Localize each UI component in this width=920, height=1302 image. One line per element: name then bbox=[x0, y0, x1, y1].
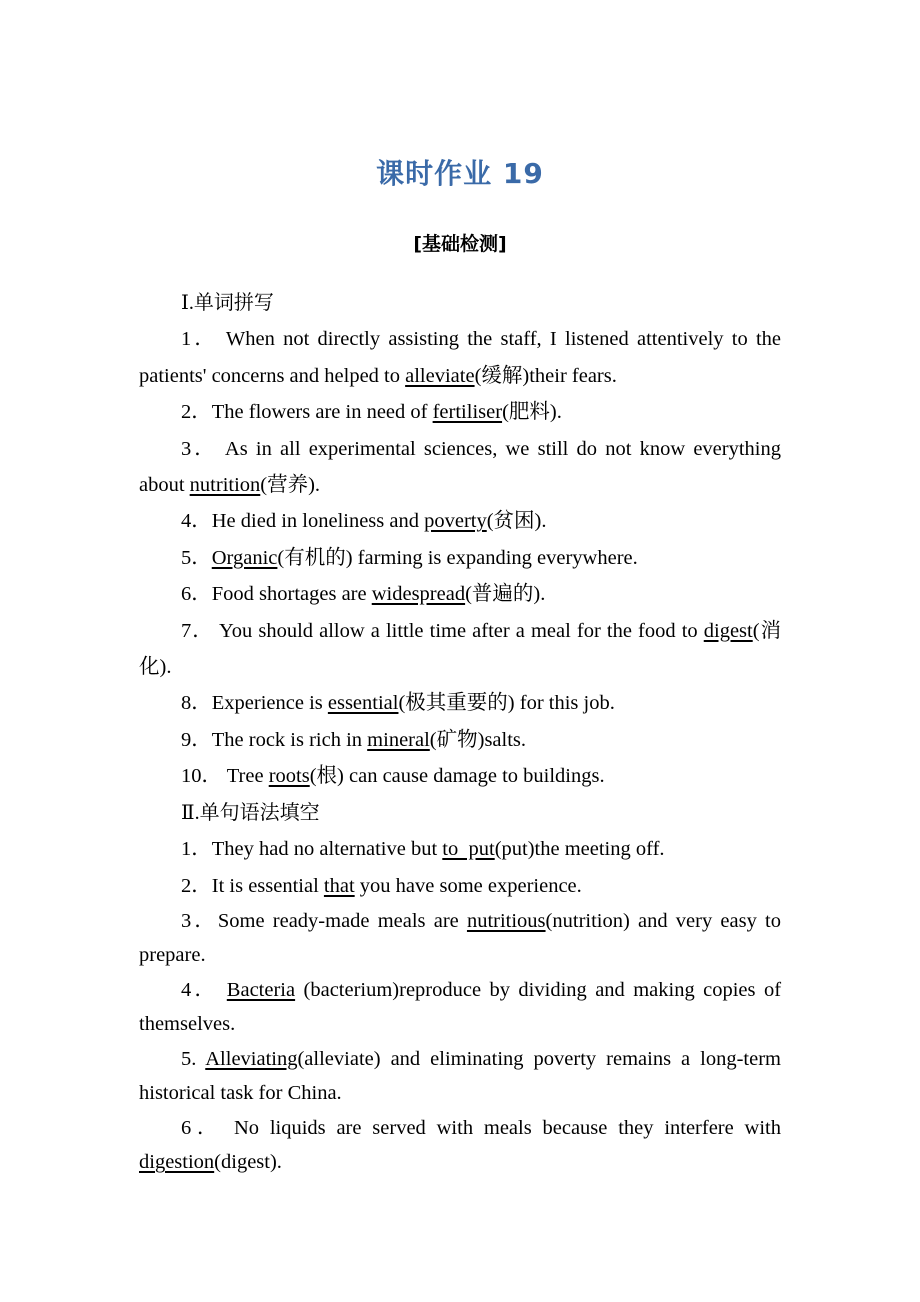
answer-blank: Organic bbox=[211, 546, 278, 569]
answer-blank: fertiliser bbox=[432, 401, 503, 424]
exercise-item bbox=[139, 613, 781, 686]
item-text: you have some experience. bbox=[354, 874, 582, 897]
item-text: He died in loneliness and bbox=[211, 510, 425, 533]
item-text: Food shortages are bbox=[211, 583, 372, 606]
item-text: (digest). bbox=[214, 1151, 282, 1174]
exercise-item bbox=[139, 685, 781, 721]
answer-blank: alleviate bbox=[405, 364, 475, 387]
item-number: 1． bbox=[181, 838, 212, 861]
answer-blank: digestion bbox=[139, 1151, 215, 1174]
item-text: The flowers are in need of bbox=[211, 401, 433, 424]
item-text: No liquids are served with meals because they interfere with bbox=[223, 1116, 781, 1139]
exercise-item bbox=[139, 868, 781, 904]
exercise-item bbox=[139, 321, 781, 394]
item-text: (根) can cause damage to buildings. bbox=[309, 765, 605, 788]
answer-blank: widespread bbox=[371, 583, 466, 606]
item-number: 2． bbox=[181, 874, 212, 897]
exercise-item bbox=[139, 431, 781, 504]
item-number: 4． bbox=[181, 510, 212, 533]
item-text: (极其重要的) for this job. bbox=[398, 692, 615, 715]
exercise-item bbox=[139, 576, 781, 612]
item-text: Some ready-made meals are bbox=[217, 909, 467, 932]
answer-blank: Alleviating bbox=[205, 1047, 298, 1070]
item-text: (有机的) farming is expanding everywhere. bbox=[277, 546, 638, 569]
answer-blank: poverty bbox=[424, 510, 487, 533]
item-number: 4． bbox=[181, 978, 219, 1001]
answer-blank: Bacteria bbox=[226, 978, 296, 1001]
section-subtitle: [基础检测] bbox=[413, 233, 507, 255]
exercise-item bbox=[139, 973, 781, 1042]
item-text: (矿物)salts. bbox=[429, 728, 527, 751]
answer-blank: that bbox=[323, 874, 355, 897]
answer-blank: to put bbox=[442, 838, 495, 861]
answer-blank: essential bbox=[327, 692, 399, 715]
item-text: As in all experimental sciences, we still do not know everything about bbox=[139, 437, 782, 497]
exercise-item bbox=[139, 1111, 781, 1180]
answer-blank: roots bbox=[268, 765, 310, 788]
item-text: (营养). bbox=[260, 474, 321, 497]
item-number: 5. bbox=[181, 1047, 197, 1070]
answer-blank: mineral bbox=[367, 728, 430, 751]
item-number: 3． bbox=[181, 909, 218, 932]
item-number: 1． bbox=[181, 328, 218, 351]
item-text: (普遍的). bbox=[465, 583, 546, 606]
item-text: (贫困). bbox=[486, 510, 547, 533]
answer-blank: nutrition bbox=[189, 474, 261, 497]
item-text bbox=[218, 979, 226, 1001]
item-text: Tree bbox=[222, 765, 269, 788]
page-title: 课时作业 19 bbox=[376, 157, 544, 190]
item-text: (bacterium)reproduce by dividing and making copies of themselves. bbox=[139, 978, 782, 1036]
item-text: You should allow a little time after a meal for the food to bbox=[213, 619, 704, 642]
item-text: (nutrition) and very easy to prepare. bbox=[139, 909, 781, 967]
exercise-item bbox=[139, 904, 781, 973]
section-heading-grammar-fill: Ⅱ.单句语法填空 bbox=[181, 801, 320, 824]
exercise-item bbox=[139, 831, 781, 867]
item-text: (缓解)their fears. bbox=[474, 364, 617, 387]
item-text: (put)the meeting off. bbox=[494, 838, 665, 861]
item-text: They had no alternative but bbox=[211, 838, 443, 861]
section-heading-word-spelling: Ⅰ.单词拼写 bbox=[181, 292, 274, 314]
item-number: 6． bbox=[181, 1116, 224, 1139]
item-number: 10． bbox=[181, 765, 222, 788]
item-text: (肥料). bbox=[502, 401, 562, 424]
exercise-content bbox=[139, 285, 781, 1180]
exercise-item bbox=[139, 503, 781, 539]
item-number: 9． bbox=[181, 728, 212, 751]
item-text: (alleviate) and eliminating poverty remains a long-term historical task for China. bbox=[139, 1047, 781, 1105]
answer-blank: nutritious bbox=[466, 909, 546, 932]
item-text: When not directly assisting the staff, I listened attentively to the patients' concerns and helped to bbox=[139, 328, 782, 387]
item-number: 6． bbox=[181, 583, 212, 606]
item-text: The rock is rich in bbox=[211, 728, 368, 751]
item-number: 3． bbox=[181, 437, 218, 460]
item-number: 7． bbox=[181, 619, 214, 642]
exercise-item bbox=[139, 1042, 781, 1111]
exercise-item bbox=[139, 394, 781, 430]
item-text: (消化). bbox=[139, 619, 782, 679]
exercise-item bbox=[139, 540, 781, 576]
exercise-item bbox=[139, 722, 781, 758]
item-text bbox=[196, 1048, 205, 1070]
answer-blank: digest bbox=[703, 619, 753, 642]
item-number: 5． bbox=[181, 546, 212, 569]
item-number: 2． bbox=[181, 401, 212, 424]
item-text: Experience is bbox=[211, 692, 328, 715]
item-text: It is essential bbox=[211, 874, 324, 897]
item-number: 8． bbox=[181, 692, 212, 715]
exercise-item bbox=[139, 758, 781, 794]
